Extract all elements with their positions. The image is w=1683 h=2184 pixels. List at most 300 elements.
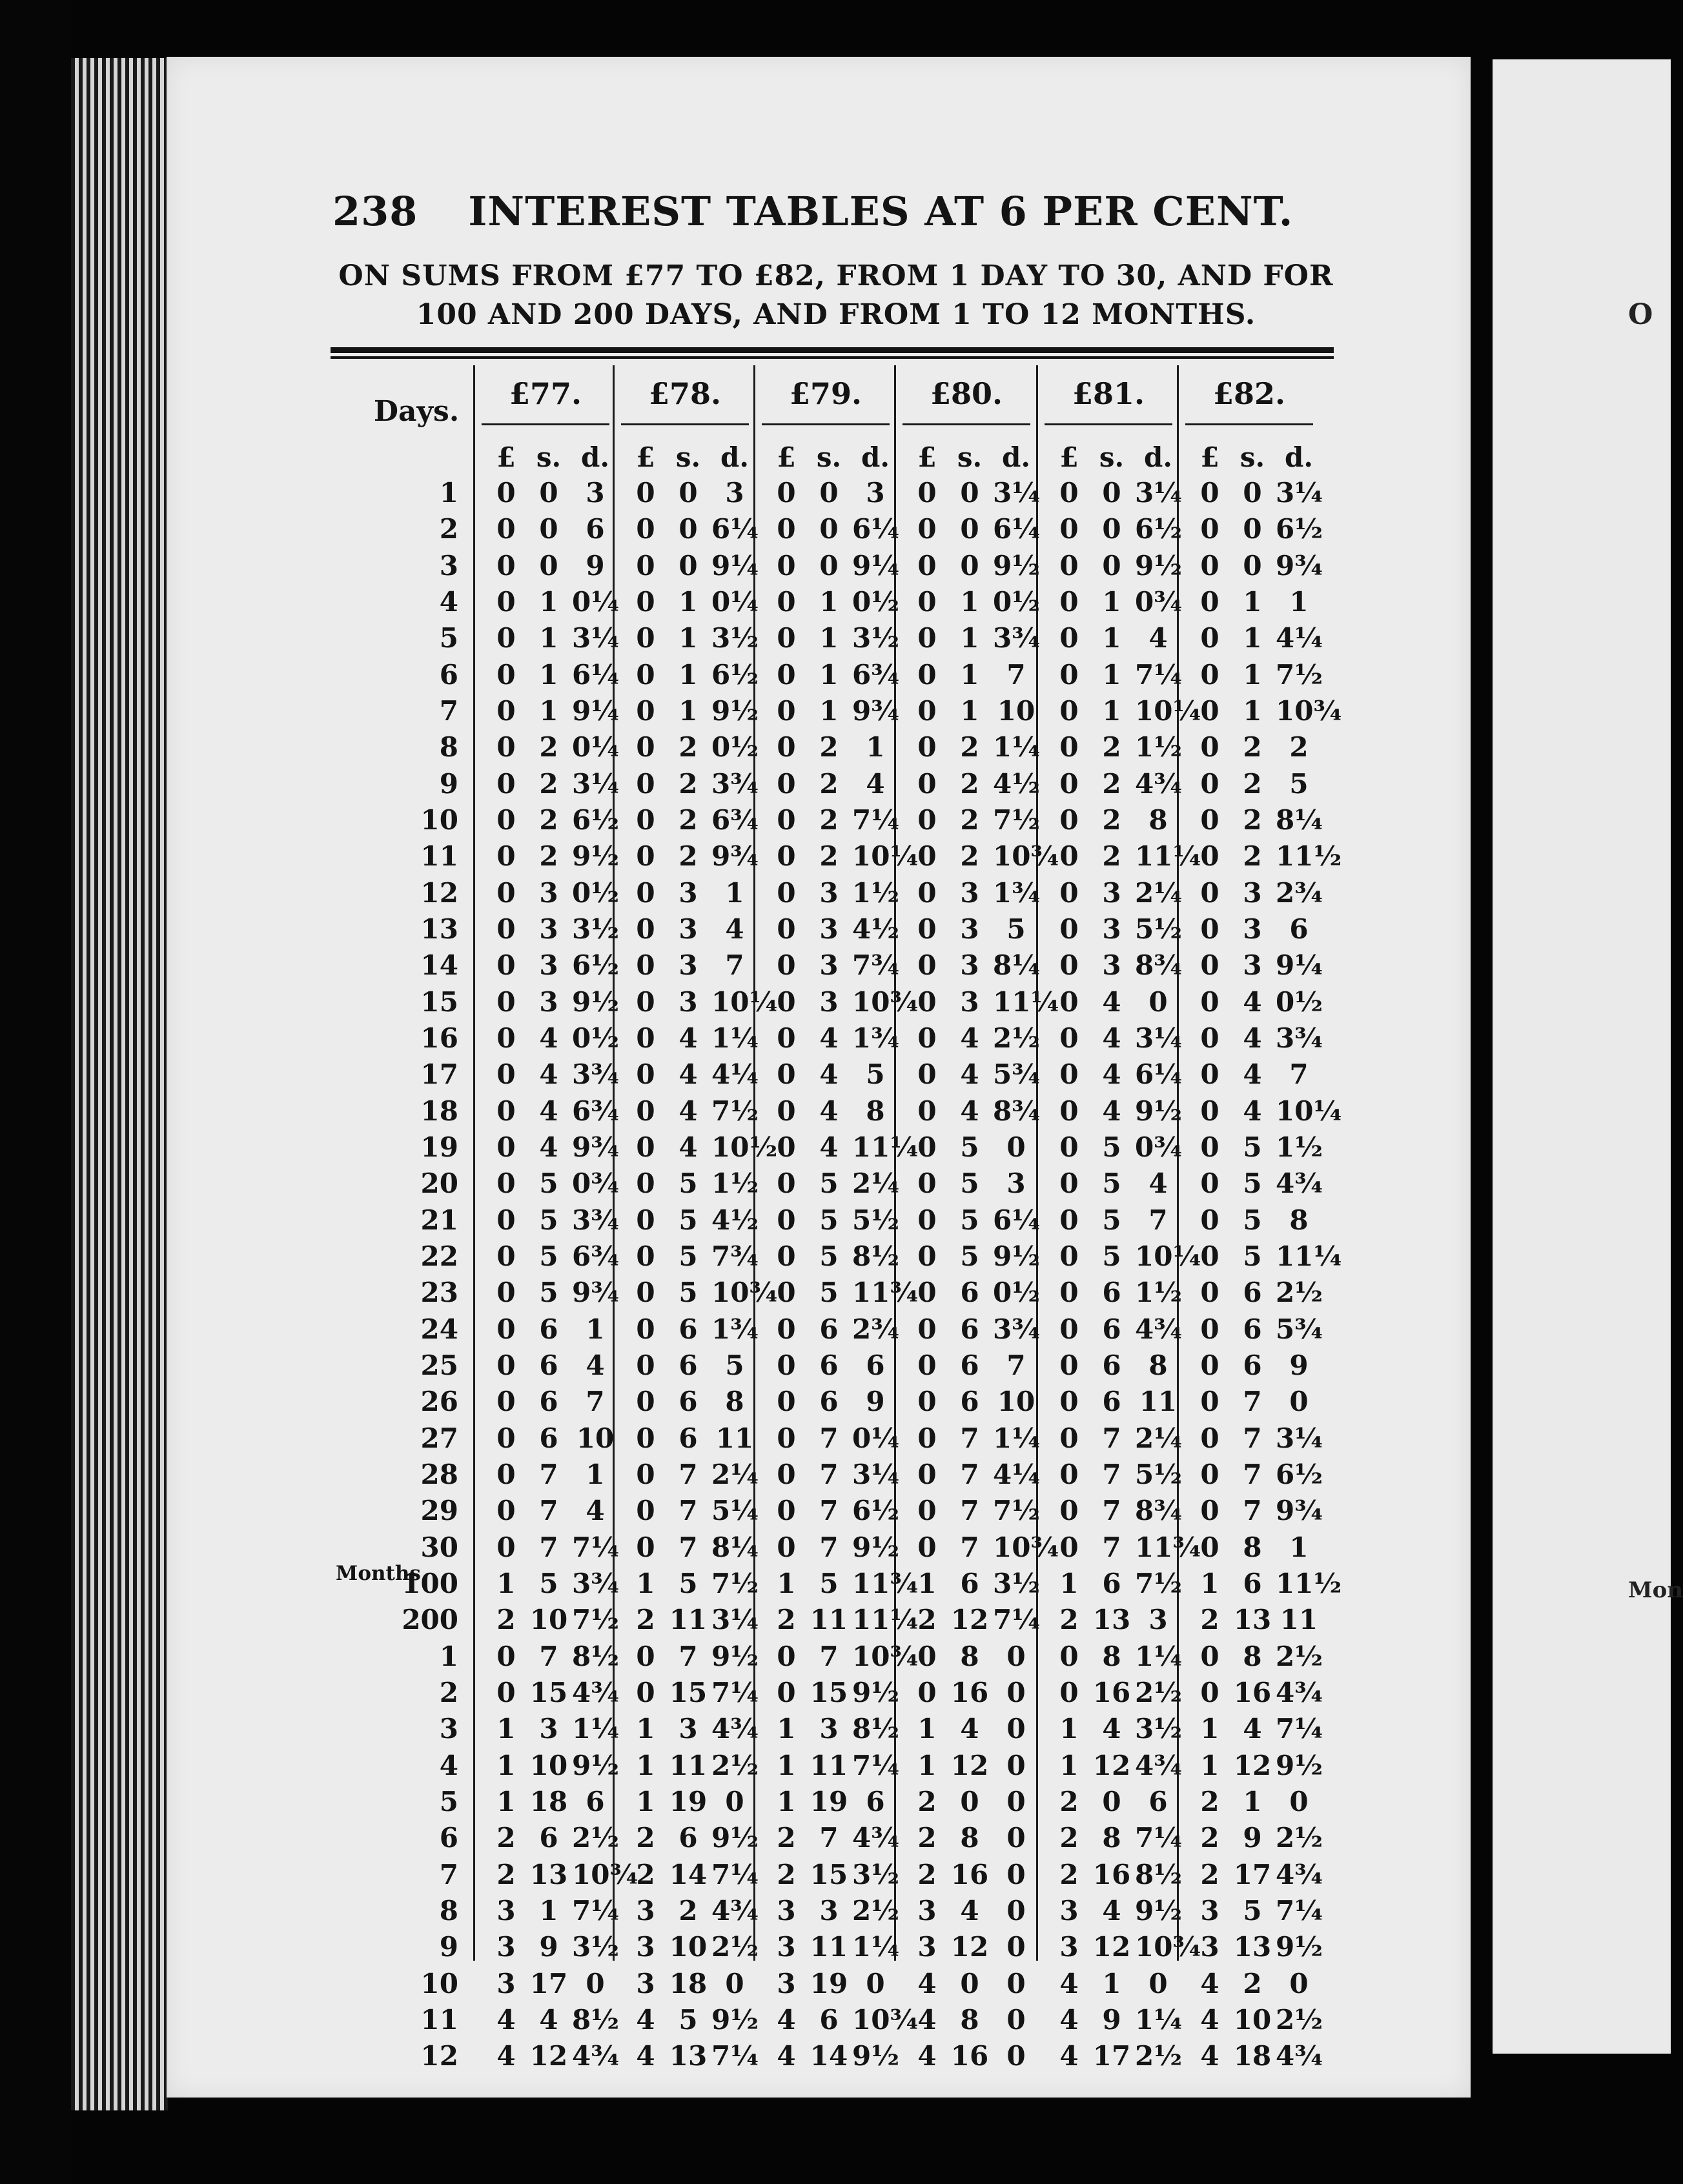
- table-cell: 4: [1102, 1713, 1121, 1744]
- table-cell: 6: [539, 1386, 558, 1417]
- table-cell: 9¾: [572, 1277, 620, 1308]
- unit-label: d.: [1285, 441, 1313, 473]
- table-cell: 16: [950, 1677, 989, 1708]
- table-cell: 2: [777, 1604, 796, 1635]
- table-cell: 0: [1289, 1386, 1309, 1417]
- table-cell: 1: [960, 622, 979, 654]
- table-cell: 0: [1006, 1641, 1026, 1672]
- table-cell: 14: [669, 1859, 708, 1890]
- table-cell: 9½: [711, 2004, 759, 2036]
- table-cell: 0: [917, 1350, 937, 1381]
- unit-label: s.: [675, 441, 701, 473]
- table-cell: 1: [819, 659, 839, 691]
- table-cell: 3: [1102, 877, 1121, 909]
- table-cell: 4¾: [1135, 1313, 1183, 1345]
- table-cell: 5: [539, 1204, 558, 1236]
- table-cell: 6: [1102, 1277, 1121, 1308]
- table-cell: 3½: [572, 913, 620, 945]
- table-cell: 6½: [1135, 513, 1183, 545]
- table-cell: 4: [960, 1713, 979, 1744]
- table-cell: 4: [819, 1131, 839, 1163]
- table-cell: 1: [586, 1459, 605, 1490]
- table-cell: 7: [819, 1641, 839, 1672]
- table-cell: 3: [1243, 913, 1262, 945]
- table-cell: 0: [496, 949, 516, 981]
- table-cell: 4: [539, 1058, 558, 1090]
- table-cell: 2: [678, 1895, 698, 1926]
- table-cell: 6: [539, 1822, 558, 1854]
- table-cell: 3: [678, 877, 698, 909]
- table-cell: 0: [1148, 986, 1168, 1018]
- table-cell: 10¾: [572, 1859, 638, 1890]
- table-cell: 0: [496, 1204, 516, 1236]
- table-cell: 17: [529, 1968, 568, 1999]
- amount-column-header: £82.: [1212, 376, 1286, 411]
- table-cell: 4¾: [852, 1822, 900, 1854]
- table-cell: 1: [678, 586, 698, 618]
- running-header: [332, 186, 1340, 238]
- row-label: 21: [420, 1204, 458, 1236]
- table-cell: 0: [960, 1968, 979, 1999]
- row-label: 200: [402, 1604, 458, 1635]
- table-cell: 0: [1200, 1495, 1219, 1526]
- table-cell: 11¾: [852, 1568, 919, 1599]
- table-cell: 2: [539, 768, 558, 800]
- table-cell: 6: [1243, 1277, 1262, 1308]
- table-cell: 4¾: [572, 2040, 620, 2072]
- table-cell: 5: [678, 1568, 698, 1599]
- row-label: 4: [439, 586, 458, 618]
- table-cell: 9½: [993, 550, 1041, 581]
- table-cell: 1¼: [711, 1022, 759, 1054]
- table-cell: 3: [917, 1931, 937, 1963]
- table-cell: 17: [1092, 2040, 1131, 2072]
- table-cell: 0: [636, 1386, 655, 1417]
- table-cell: 5: [725, 1350, 744, 1381]
- table-cell: 10: [669, 1931, 708, 1963]
- table-cell: 4: [866, 768, 885, 800]
- table-cell: 2: [917, 1822, 937, 1854]
- table-cell: 0: [1200, 1386, 1219, 1417]
- table-cell: 0: [917, 1641, 937, 1672]
- table-cell: 4¾: [572, 1677, 620, 1708]
- table-cell: 7¼: [711, 1859, 759, 1890]
- table-cell: 1: [586, 1313, 605, 1345]
- table-cell: 9½: [1276, 1750, 1323, 1781]
- table-cell: 4¾: [1276, 1677, 1323, 1708]
- table-cell: 0: [496, 1532, 516, 1563]
- table-cell: 10: [997, 1386, 1035, 1417]
- table-cell: 5¾: [1276, 1313, 1323, 1345]
- table-cell: 0: [1006, 1931, 1026, 1963]
- table-cell: 0: [1059, 1459, 1079, 1490]
- table-cell: 0: [1200, 513, 1219, 545]
- table-cell: 5: [1243, 1204, 1262, 1236]
- table-cell: 0: [1059, 986, 1079, 1018]
- table-cell: 0: [917, 1459, 937, 1490]
- table-cell: 12: [950, 1604, 989, 1635]
- table-cell: 0: [636, 659, 655, 691]
- table-cell: 4: [678, 1022, 698, 1054]
- table-cell: 3: [678, 949, 698, 981]
- header-underline: [621, 423, 749, 425]
- table-cell: 1: [1243, 695, 1262, 727]
- table-cell: 2: [678, 731, 698, 763]
- table-cell: 6: [960, 1313, 979, 1345]
- table-cell: 0: [819, 550, 839, 581]
- table-cell: 4: [1059, 2040, 1079, 2072]
- row-label: 5: [439, 622, 458, 654]
- table-cell: 2: [1243, 1968, 1262, 1999]
- table-cell: 0: [1059, 731, 1079, 763]
- table-cell: 0: [1200, 1204, 1219, 1236]
- table-cell: 0¼: [572, 731, 620, 763]
- table-cell: 9¾: [711, 840, 759, 872]
- table-cell: 3¼: [711, 1604, 759, 1635]
- table-cell: 7: [960, 1495, 979, 1526]
- table-cell: 9¾: [1276, 550, 1323, 581]
- table-cell: 1: [636, 1568, 655, 1599]
- table-cell: 1: [1289, 586, 1309, 618]
- table-cell: 2: [1102, 804, 1121, 836]
- table-cell: 0: [496, 1422, 516, 1454]
- table-cell: 2½: [1276, 1822, 1323, 1854]
- table-cell: 4: [960, 1895, 979, 1926]
- table-cell: 7: [678, 1495, 698, 1526]
- table-cell: 7: [725, 949, 744, 981]
- table-cell: 8: [960, 2004, 979, 2036]
- row-label: 19: [420, 1131, 458, 1163]
- table-cell: 1: [539, 622, 558, 654]
- table-cell: 5: [678, 1240, 698, 1272]
- table-cell: 1: [1102, 586, 1121, 618]
- table-cell: 0: [777, 804, 796, 836]
- table-cell: 3: [819, 913, 839, 945]
- table-cell: 0: [917, 768, 937, 800]
- table-cell: 0: [1059, 1204, 1079, 1236]
- table-cell: 0: [636, 877, 655, 909]
- table-cell: 6: [1243, 1350, 1262, 1381]
- table-cell: 0: [917, 1204, 937, 1236]
- table-cell: 0: [1200, 1277, 1219, 1308]
- table-cell: 3: [819, 949, 839, 981]
- table-cell: 0: [496, 1022, 516, 1054]
- table-cell: 7¼: [711, 1677, 759, 1708]
- table-cell: 15: [810, 1677, 848, 1708]
- table-cell: 0: [496, 731, 516, 763]
- table-cell: 4¾: [1276, 1859, 1323, 1890]
- table-cell: 3: [1059, 1931, 1079, 1963]
- table-cell: 1: [678, 659, 698, 691]
- table-cell: 16: [950, 1859, 989, 1890]
- table-cell: 5½: [1135, 1459, 1183, 1490]
- table-cell: 0: [1200, 913, 1219, 945]
- table-cell: 9½: [1135, 1895, 1183, 1926]
- table-cell: 10: [997, 695, 1035, 727]
- table-cell: 1: [636, 1786, 655, 1817]
- table-cell: 5: [678, 1168, 698, 1199]
- table-cell: 0: [539, 513, 558, 545]
- table-cell: 2: [819, 731, 839, 763]
- table-cell: 3¾: [711, 768, 759, 800]
- table-cell: 0: [777, 659, 796, 691]
- table-cell: 2: [496, 1859, 516, 1890]
- table-cell: 5: [1289, 768, 1309, 800]
- table-cell: 2: [960, 768, 979, 800]
- months-section-label: Months.: [336, 1562, 428, 1585]
- table-cell: 4: [678, 1131, 698, 1163]
- table-cell: 4: [917, 1968, 937, 1999]
- table-cell: 2: [636, 1604, 655, 1635]
- table-cell: 0½: [993, 1277, 1041, 1308]
- table-cell: 7: [1102, 1422, 1121, 1454]
- table-cell: 11¼: [852, 1131, 919, 1163]
- table-cell: 12: [529, 2040, 568, 2072]
- table-cell: 13: [1092, 1604, 1131, 1635]
- table-cell: 7¼: [852, 1750, 900, 1781]
- table-cell: 2: [1243, 768, 1262, 800]
- table-cell: 6: [960, 1350, 979, 1381]
- table-cell: 0: [636, 1532, 655, 1563]
- table-cell: 7: [1102, 1495, 1121, 1526]
- header-underline: [903, 423, 1030, 425]
- table-cell: 2: [917, 1604, 937, 1635]
- row-label: 9: [439, 1931, 458, 1963]
- table-cell: 6: [1148, 1786, 1168, 1817]
- table-cell: 0: [496, 1131, 516, 1163]
- table-cell: 0: [777, 1277, 796, 1308]
- row-label: 7: [439, 695, 458, 727]
- table-cell: 0: [636, 1168, 655, 1199]
- table-cell: 5: [960, 1240, 979, 1272]
- table-cell: 0: [917, 1495, 937, 1526]
- table-cell: 6½: [711, 659, 759, 691]
- table-cell: 0: [496, 1459, 516, 1490]
- unit-label: £: [777, 441, 796, 473]
- table-cell: 15: [669, 1677, 708, 1708]
- table-cell: 1: [1243, 586, 1262, 618]
- table-cell: 0½: [1276, 986, 1323, 1018]
- table-cell: 0: [496, 1641, 516, 1672]
- table-cell: 4¾: [1276, 1168, 1323, 1199]
- table-cell: 4½: [852, 913, 900, 945]
- unit-label: d.: [720, 441, 749, 473]
- table-cell: 0¾: [572, 1168, 620, 1199]
- table-cell: 1½: [852, 877, 900, 909]
- table-cell: 7½: [572, 1604, 620, 1635]
- row-label: 2: [439, 513, 458, 545]
- table-cell: 7: [1102, 1532, 1121, 1563]
- table-cell: 0: [777, 1058, 796, 1090]
- table-cell: 0: [917, 877, 937, 909]
- table-cell: 4: [1102, 1022, 1121, 1054]
- table-cell: 9½: [852, 2040, 900, 2072]
- table-cell: 5: [1243, 1168, 1262, 1199]
- table-cell: 0: [777, 768, 796, 800]
- table-cell: 6: [960, 1568, 979, 1599]
- table-cell: 7¾: [711, 1240, 759, 1272]
- table-cell: 0: [636, 804, 655, 836]
- unit-label: s.: [536, 441, 562, 473]
- table-cell: 1: [496, 1750, 516, 1781]
- table-cell: 0: [777, 1350, 796, 1381]
- table-cell: 2¾: [1276, 877, 1323, 909]
- table-cell: 0: [777, 1131, 796, 1163]
- table-cell: 0: [1200, 1532, 1219, 1563]
- table-cell: 8: [866, 1095, 885, 1127]
- table-cell: 2¼: [1135, 1422, 1183, 1454]
- table-cell: 4: [1243, 1022, 1262, 1054]
- table-cell: 0: [496, 513, 516, 545]
- table-cell: 0: [636, 1022, 655, 1054]
- table-cell: 8¾: [1135, 949, 1183, 981]
- table-cell: 2: [917, 1786, 937, 1817]
- table-cell: 1: [636, 1713, 655, 1744]
- table-cell: 0: [777, 913, 796, 945]
- row-label: 14: [420, 949, 458, 981]
- row-label: 6: [439, 659, 458, 691]
- table-cell: 0: [917, 513, 937, 545]
- table-cell: 7: [539, 1641, 558, 1672]
- table-cell: 1¾: [711, 1313, 759, 1345]
- table-cell: 6: [586, 513, 605, 545]
- table-cell: 4: [1243, 986, 1262, 1018]
- table-cell: 2½: [1276, 1277, 1323, 1308]
- table-cell: 0: [496, 622, 516, 654]
- table-cell: 0: [1059, 804, 1079, 836]
- table-cell: 2½: [572, 1822, 620, 1854]
- table-cell: 0: [636, 622, 655, 654]
- table-cell: 6¼: [572, 659, 620, 691]
- table-cell: 2½: [1276, 2004, 1323, 2036]
- table-cell: 1: [960, 659, 979, 691]
- table-cell: 2: [1059, 1822, 1079, 1854]
- amount-column-header: £79.: [789, 376, 862, 411]
- table-cell: 1: [1243, 1786, 1262, 1817]
- table-cell: 9¾: [1276, 1495, 1323, 1526]
- table-cell: 0: [917, 1095, 937, 1127]
- table-cell: 10¾: [852, 986, 919, 1018]
- table-cell: 3: [496, 1931, 516, 1963]
- table-cell: 3½: [852, 622, 900, 654]
- table-cell: 3¾: [993, 1313, 1041, 1345]
- table-cell: 0: [636, 986, 655, 1018]
- table-cell: 2: [1102, 840, 1121, 872]
- table-cell: 4: [1102, 986, 1121, 1018]
- table-cell: 10½: [711, 1131, 778, 1163]
- table-cell: 0: [1059, 949, 1079, 981]
- table-cell: 0: [1059, 1350, 1079, 1381]
- table-cell: 8: [1289, 1204, 1309, 1236]
- table-cell: 8: [1243, 1532, 1262, 1563]
- table-cell: 4: [725, 913, 744, 945]
- table-cell: 4: [539, 2004, 558, 2036]
- table-cell: 6: [960, 1277, 979, 1308]
- table-cell: 0: [917, 804, 937, 836]
- book-spine: [0, 0, 71, 2184]
- table-cell: 0: [1102, 1786, 1121, 1817]
- table-cell: 4: [539, 1095, 558, 1127]
- table-cell: 2½: [1276, 1641, 1323, 1672]
- table-cell: 0: [917, 477, 937, 509]
- table-cell: 0: [777, 1422, 796, 1454]
- table-cell: 5: [819, 1204, 839, 1236]
- table-cell: 0: [539, 477, 558, 509]
- table-cell: 2½: [1135, 2040, 1183, 2072]
- table-cell: 0: [1102, 477, 1121, 509]
- table-cell: 0: [1059, 1677, 1079, 1708]
- table-cell: 10¾: [852, 2004, 919, 2036]
- table-cell: 2: [819, 768, 839, 800]
- table-cell: 0: [1059, 877, 1079, 909]
- table-cell: 2: [777, 1822, 796, 1854]
- table-cell: 0: [1200, 695, 1219, 727]
- table-cell: 0: [496, 804, 516, 836]
- table-cell: 8: [1148, 1350, 1168, 1381]
- table-cell: 0: [1059, 513, 1079, 545]
- table-cell: 5: [678, 1277, 698, 1308]
- table-cell: 3: [539, 1713, 558, 1744]
- table-cell: 7½: [1276, 659, 1323, 691]
- table-cell: 4: [1243, 1058, 1262, 1090]
- table-cell: 3: [1148, 1604, 1168, 1635]
- table-cell: 11½: [1276, 1568, 1342, 1599]
- table-cell: 0: [1006, 1750, 1026, 1781]
- table-cell: 9: [1289, 1350, 1309, 1381]
- table-cell: 0: [1200, 1313, 1219, 1345]
- table-cell: 4: [819, 1022, 839, 1054]
- table-cell: 4: [1148, 622, 1168, 654]
- table-cell: 13: [1233, 1931, 1272, 1963]
- table-cell: 7½: [711, 1095, 759, 1127]
- table-cell: 10¼: [852, 840, 919, 872]
- table-cell: 0: [636, 1058, 655, 1090]
- table-cell: 5¾: [993, 1058, 1041, 1090]
- table-cell: 5½: [1135, 913, 1183, 945]
- table-cell: 8¼: [993, 949, 1041, 981]
- table-cell: 3: [777, 1968, 796, 1999]
- table-cell: 0: [777, 731, 796, 763]
- row-label: 18: [420, 1095, 458, 1127]
- table-cell: 0: [636, 1313, 655, 1345]
- row-label: 9: [439, 768, 458, 800]
- table-cell: 7¼: [1276, 1895, 1323, 1926]
- table-cell: 0: [725, 1786, 744, 1817]
- table-cell: 2: [539, 804, 558, 836]
- table-cell: 7: [960, 1422, 979, 1454]
- table-cell: 0: [917, 659, 937, 691]
- table-cell: 0: [1059, 1058, 1079, 1090]
- table-cell: 5: [819, 1168, 839, 1199]
- table-cell: 9½: [711, 1822, 759, 1854]
- table-cell: 11¼: [993, 986, 1059, 1018]
- table-cell: 7: [586, 1386, 605, 1417]
- table-cell: 5½: [852, 1204, 900, 1236]
- table-cell: 5: [819, 1240, 839, 1272]
- table-cell: 9½: [572, 986, 620, 1018]
- table-cell: 0: [777, 550, 796, 581]
- table-cell: 0: [636, 1459, 655, 1490]
- table-cell: 6½: [852, 1495, 900, 1526]
- table-cell: 2: [960, 731, 979, 763]
- unit-label: d.: [861, 441, 890, 473]
- table-cell: 9½: [1276, 1931, 1323, 1963]
- table-cell: 3¼: [1135, 477, 1183, 509]
- table-cell: 0: [496, 1386, 516, 1417]
- table-cell: 7: [960, 1459, 979, 1490]
- table-cell: 11: [715, 1422, 754, 1454]
- table-cell: 10¼: [711, 986, 778, 1018]
